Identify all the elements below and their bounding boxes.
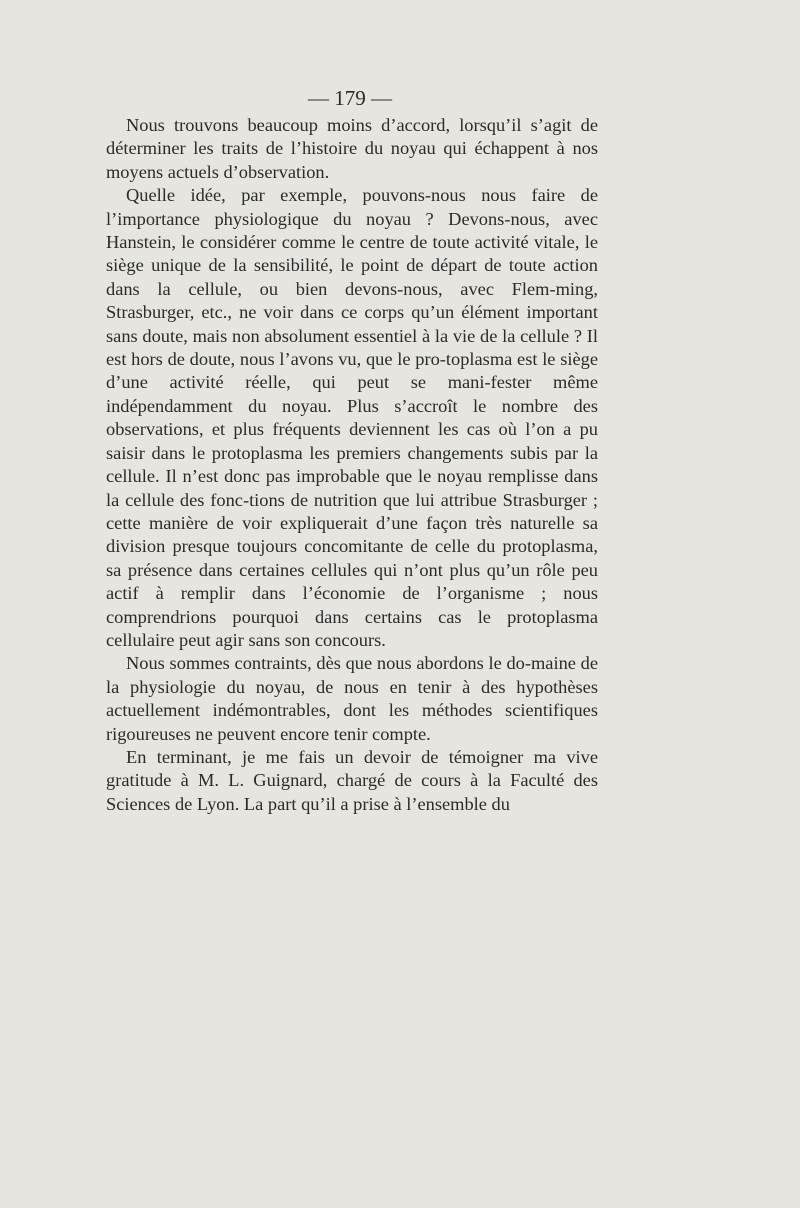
paragraph-4: En terminant, je me fais un devoir de témoigner ma vive gratitude à M. L. Guignard, chargé de cours à la Faculté des Sciences de Lyon. La part qu’il a prise à l’ensemble du — [106, 746, 598, 814]
body-text — [106, 114, 598, 816]
paragraph-1: Nous trouvons beaucoup moins d’accord, lorsqu’il s’agit de déterminer les traits de l’histoire du noyau qui échappent à nos moyens actuels d’observation. — [106, 115, 598, 182]
page-number: — 179 — — [308, 86, 392, 110]
paragraph-2: Quelle idée, par exemple, pouvons-nous nous faire de l’importance physiologique du noyau ? Devons-nous, avec Hanstein, le considérer comme le centre de toute activité vitale, le siège unique de la sensibilité, le point de départ de toute action dans la cellule, ou bien devons-nous, avec Flem-ming, Strasburger, etc., ne voir dans ce corps qu’un élément important sans doute, mais non absolument essentiel à la vie de la cellule ? Il est hors de doute, nous l’avons vu, que le pro-toplasma est le siège d’une activité réelle, qui peut se mani-fester même indépendamment du noyau. Plus s’accroît le nombre des observations, et plus fréquents deviennent les cas où l’on a pu saisir dans le protoplasma les premiers changements subis par la cellule. Il n’est donc pas improbable que le noyau remplisse dans la cellule des fonc-tions de nutrition que lui attribue Strasburger ; cette manière de voir expliquerait d’une façon très naturelle sa division presque toujours concomitante de celle du protoplasma, sa présence dans certaines cellules qui n’ont plus qu’un rôle peu actif à remplir dans l’économie de l’organisme ; nous comprendrions pourquoi dans certains cas le protoplasma cellulaire peut agir sans son concours. — [106, 185, 598, 650]
paragraph-3: Nous sommes contraints, dès que nous abordons le do-maine de la physiologie du noyau, de nous en tenir à des hypothèses actuellement indémontrables, dont les méthodes scientifiques rigoureuses ne peuvent encore tenir compte. — [106, 653, 598, 744]
